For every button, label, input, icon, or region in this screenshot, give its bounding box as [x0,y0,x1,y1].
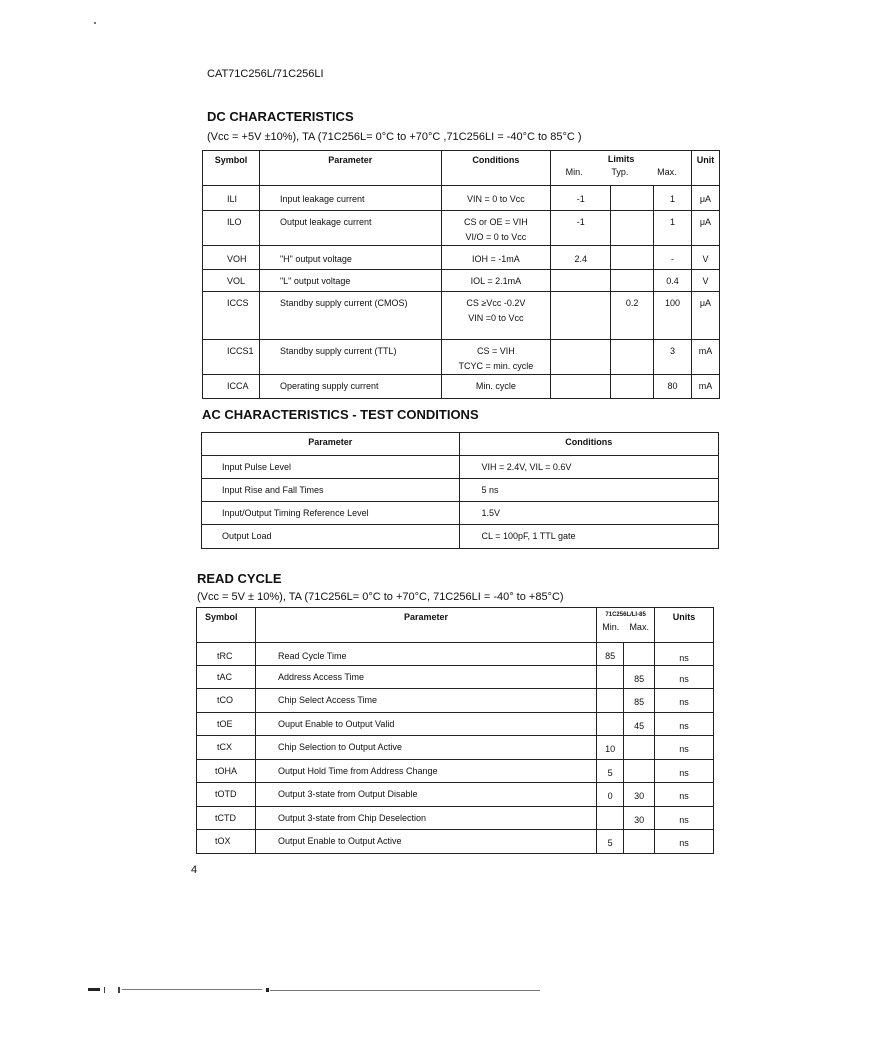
read-units: ns [655,760,714,783]
dc-min: -1 [551,186,611,211]
dc-parameter: Operating supply current [259,375,441,399]
read-units: ns [655,830,714,854]
read-parameter: Output 3-state from Output Disable [255,783,596,807]
dc-condition-cell [441,292,551,340]
table-row [202,525,719,549]
table-row [202,502,719,525]
read-min: 0 [597,783,624,807]
ac-header-parameter: Parameter [202,433,460,456]
read-symbol: tOHA [197,760,256,783]
dc-header-max: Max. [657,167,677,177]
table-row [197,830,714,854]
table-row [197,666,714,689]
table-row [203,186,720,211]
read-min: 5 [597,760,624,783]
dc-title: DC CHARACTERISTICS [207,109,354,124]
dc-unit: V [691,246,719,270]
ac-parameter: Output Load [202,525,460,549]
read-symbol: tOE [197,713,256,736]
read-symbol: tCO [197,689,256,713]
dc-header-min: Min. [565,167,583,177]
ac-title: AC CHARACTERISTICS - TEST CONDITIONS [202,407,479,422]
table-row [203,292,720,340]
dc-unit: mA [691,375,719,399]
scan-line [122,989,262,990]
read-max: 45 [624,713,655,736]
read-parameter: Output 3-state from Chip Deselection [255,807,596,830]
read-symbol: tRC [197,643,256,666]
dc-min: 2.4 [551,246,611,270]
dc-symbol: ICCA [203,375,260,399]
read-parameter: Address Access Time [255,666,596,689]
dc-header-conditions: Conditions [441,151,551,186]
dc-header-symbol: Symbol [203,151,260,186]
ac-parameter: Input Pulse Level [202,456,460,479]
read-max: 30 [624,783,655,807]
read-max [624,830,655,854]
read-units: ns [655,643,714,666]
dc-max: 1 [654,186,692,211]
dc-condition-2: VI/O = 0 to Vcc [465,232,527,242]
dc-parameter: Standby supply current (CMOS) [259,292,441,340]
read-max: 85 [624,689,655,713]
table-row [203,375,720,399]
table-row [197,643,714,666]
dc-header-parameter: Parameter [259,151,441,186]
ac-condition: 1.5V [459,502,718,525]
dc-characteristics-table [202,150,720,399]
table-row [197,760,714,783]
page-number: 4 [191,864,198,876]
ac-condition: CL = 100pF, 1 TTL gate [459,525,718,549]
dc-parameter: Output leakage current [259,211,441,246]
read-header-symbol: Symbol [197,608,256,643]
dc-typ [611,211,654,246]
dc-unit: μA [691,186,719,211]
dc-typ [611,375,654,399]
dc-typ: 0.2 [611,292,654,340]
dc-symbol: ILO [203,211,260,246]
dc-max: 1 [654,211,692,246]
scan-artifact [88,988,100,991]
read-parameter: Output Enable to Output Active [255,830,596,854]
read-symbol: tCX [197,736,256,760]
table-row [203,340,720,375]
read-cycle-table [196,607,714,854]
read-units: ns [655,689,714,713]
scan-artifact [266,988,269,992]
dc-min [551,340,611,375]
read-units: ns [655,807,714,830]
ac-condition: VIH = 2.4V, VIL = 0.6V [459,456,718,479]
table-row [202,456,719,479]
ac-header-conditions: Conditions [459,433,718,456]
dc-condition: CS = VIH [477,346,515,356]
read-parameter: Chip Select Access Time [255,689,596,713]
table-row [203,246,720,270]
read-parameter: Output Hold Time from Address Change [255,760,596,783]
dc-header-limits [551,151,692,186]
dc-symbol: ICCS1 [203,340,260,375]
read-min: 5 [597,830,624,854]
dc-condition: Min. cycle [441,375,551,399]
dc-condition: IOL = 2.1mA [441,270,551,292]
table-row [203,270,720,292]
dc-symbol: VOH [203,246,260,270]
dc-typ [611,340,654,375]
dc-parameter: Input leakage current [259,186,441,211]
part-number-header: CAT71C256L/71C256LI [207,68,324,80]
dc-symbol: VOL [203,270,260,292]
read-min: 10 [597,736,624,760]
read-min [597,666,624,689]
dc-unit: V [691,270,719,292]
read-max: 85 [624,666,655,689]
read-symbol: tCTD [197,807,256,830]
read-header-part-label: 71C256L/LI-85 [605,612,646,618]
dc-max: 3 [654,340,692,375]
dc-condition-2: TCYC = min. cycle [458,361,534,371]
read-header-part [597,608,655,643]
dc-condition: CS ≥Vcc -0.2V [466,298,526,308]
read-header-min: Min. [602,622,620,632]
dc-symbol: ICCS [203,292,260,340]
dc-unit: μA [691,292,719,340]
ac-parameter: Input/Output Timing Reference Level [202,502,460,525]
ac-parameter: Input Rise and Fall Times [202,479,460,502]
dc-typ [611,270,654,292]
read-min [597,807,624,830]
dc-min [551,375,611,399]
read-min [597,689,624,713]
dc-condition-cell [441,340,551,375]
read-cycle-title: READ CYCLE [197,571,282,586]
scan-artifact [118,987,120,993]
dc-typ [611,246,654,270]
table-row [197,783,714,807]
read-parameter: Chip Selection to Output Active [255,736,596,760]
read-parameter: Read Cycle Time [255,643,596,666]
dc-condition-2: VIN =0 to Vcc [468,313,524,323]
table-row [197,713,714,736]
read-header-units: Units [655,608,714,643]
read-units: ns [655,736,714,760]
dc-header-typ: Typ. [611,167,629,177]
dc-min: -1 [551,211,611,246]
dc-max: - [654,246,692,270]
read-symbol: tAC [197,666,256,689]
scan-artifact [104,987,105,993]
ac-test-conditions-table [201,432,719,549]
read-cycle-subtitle: (Vcc = 5V ± 10%), TA (71C256L= 0°C to +70°C, 71C256LI = -40° to +85°C) [197,591,564,603]
dc-unit: mA [691,340,719,375]
table-row [197,736,714,760]
read-max: 30 [624,807,655,830]
read-units: ns [655,783,714,807]
dc-condition: IOH = -1mA [441,246,551,270]
dc-condition: VIN = 0 to Vcc [441,186,551,211]
dc-typ [611,186,654,211]
table-row [203,211,720,246]
dc-symbol: ILI [203,186,260,211]
read-parameter: Ouput Enable to Output Valid [255,713,596,736]
scan-speck [94,22,96,24]
dc-min [551,292,611,340]
read-max [624,643,655,666]
dc-parameter: "H" output voltage [259,246,441,270]
dc-max: 100 [654,292,692,340]
table-row [197,807,714,830]
read-header-max: Max. [629,622,649,632]
read-symbol: tOTD [197,783,256,807]
table-row [197,689,714,713]
ac-condition: 5 ns [459,479,718,502]
dc-max: 0.4 [654,270,692,292]
dc-unit: μA [691,211,719,246]
dc-parameter: "L" output voltage [259,270,441,292]
read-min: 85 [597,643,624,666]
dc-subtitle: (Vcc = +5V ±10%), TA (71C256L= 0°C to +70°C ,71C256LI = -40°C to 85°C ) [207,131,582,143]
dc-header-limits-label: Limits [607,154,635,164]
dc-min [551,270,611,292]
dc-condition-cell [441,211,551,246]
dc-condition: CS or OE = VIH [464,217,528,227]
read-symbol: tOX [197,830,256,854]
table-row [202,479,719,502]
read-header-parameter: Parameter [255,608,596,643]
dc-parameter: Standby supply current (TTL) [259,340,441,375]
dc-header-unit: Unit [691,151,719,186]
scan-line [270,990,540,991]
read-max [624,760,655,783]
read-units: ns [655,666,714,689]
dc-max: 80 [654,375,692,399]
read-min [597,713,624,736]
read-units: ns [655,713,714,736]
read-max [624,736,655,760]
